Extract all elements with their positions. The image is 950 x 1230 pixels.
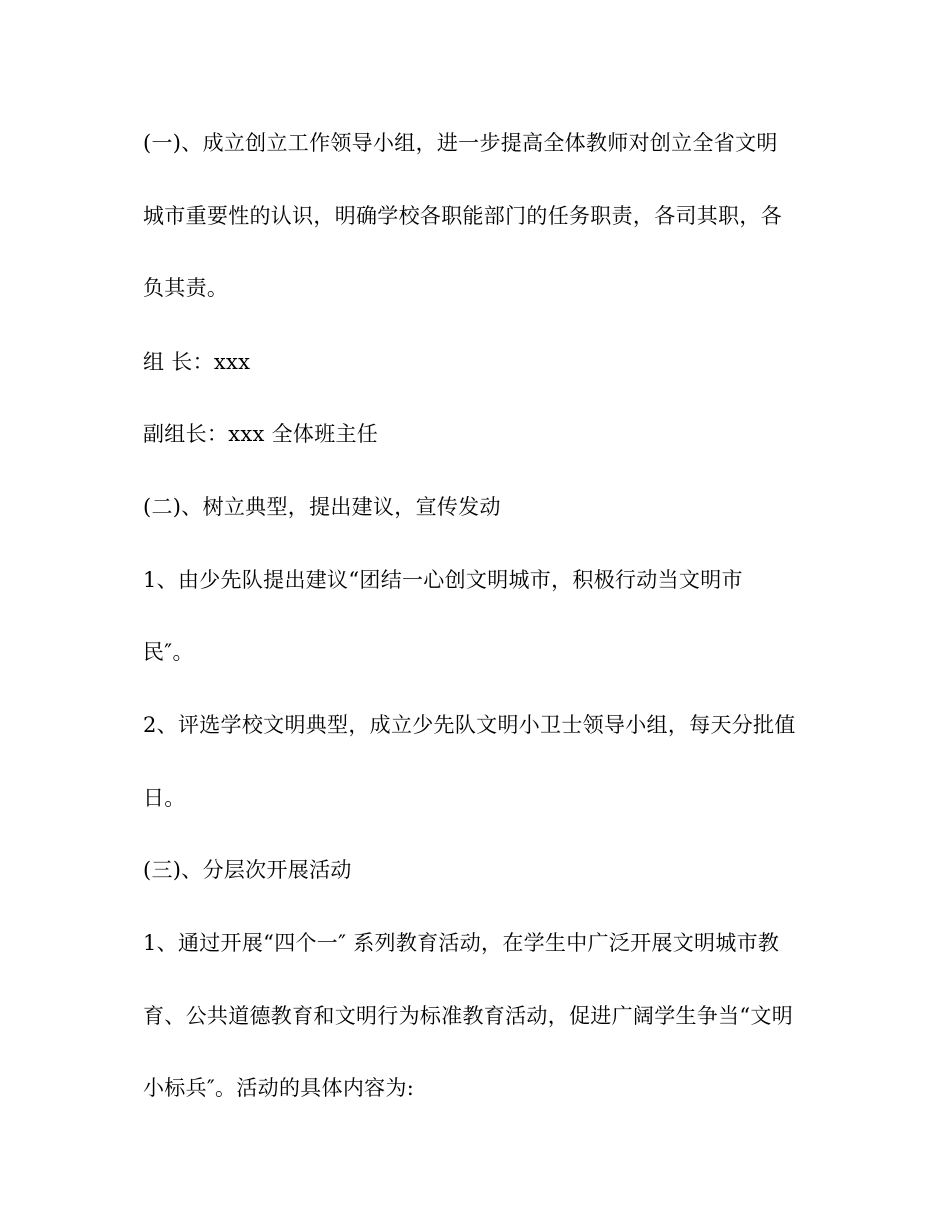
- item-3-1-line-1: 1、通过开展“四个一″ 系列教育活动，在学生中广泛开展文明城市教: [143, 931, 780, 955]
- item-2-1-line-2: 民″。: [143, 640, 194, 664]
- section-one-heading-line-1: (一)、成立创立工作领导小组，进一步提高全体教师对创立全省文明: [143, 131, 778, 155]
- section-two-heading: (二)、树立典型，提出建议，宣传发动: [143, 495, 501, 519]
- item-2-2-line-2: 日。: [143, 786, 186, 810]
- item-2-2-line-1: 2、评选学校文明典型，成立少先队文明小卫士领导小组，每天分批值: [143, 713, 796, 737]
- section-three-heading: (三)、分层次开展活动: [143, 858, 352, 882]
- item-3-1-line-2: 育、公共道德教育和文明行为标准教育活动，促进广阔学生争当“文明: [143, 1004, 794, 1028]
- item-3-1-line-3: 小标兵″。活动的具体内容为:: [143, 1076, 415, 1100]
- item-2-1-line-1: 1、由少先队提出建议“团结一心创文明城市，积极行动当文明市: [143, 568, 743, 592]
- deputy-leader-line: 副组长：xxx 全体班主任: [143, 422, 379, 446]
- section-one-heading-line-2: 城市重要性的认识，明确学校各职能部门的任务职责，各司其职，各: [143, 204, 782, 228]
- team-leader-line: 组 长：xxx: [143, 350, 251, 374]
- section-one-heading-line-3: 负其责。: [143, 276, 229, 300]
